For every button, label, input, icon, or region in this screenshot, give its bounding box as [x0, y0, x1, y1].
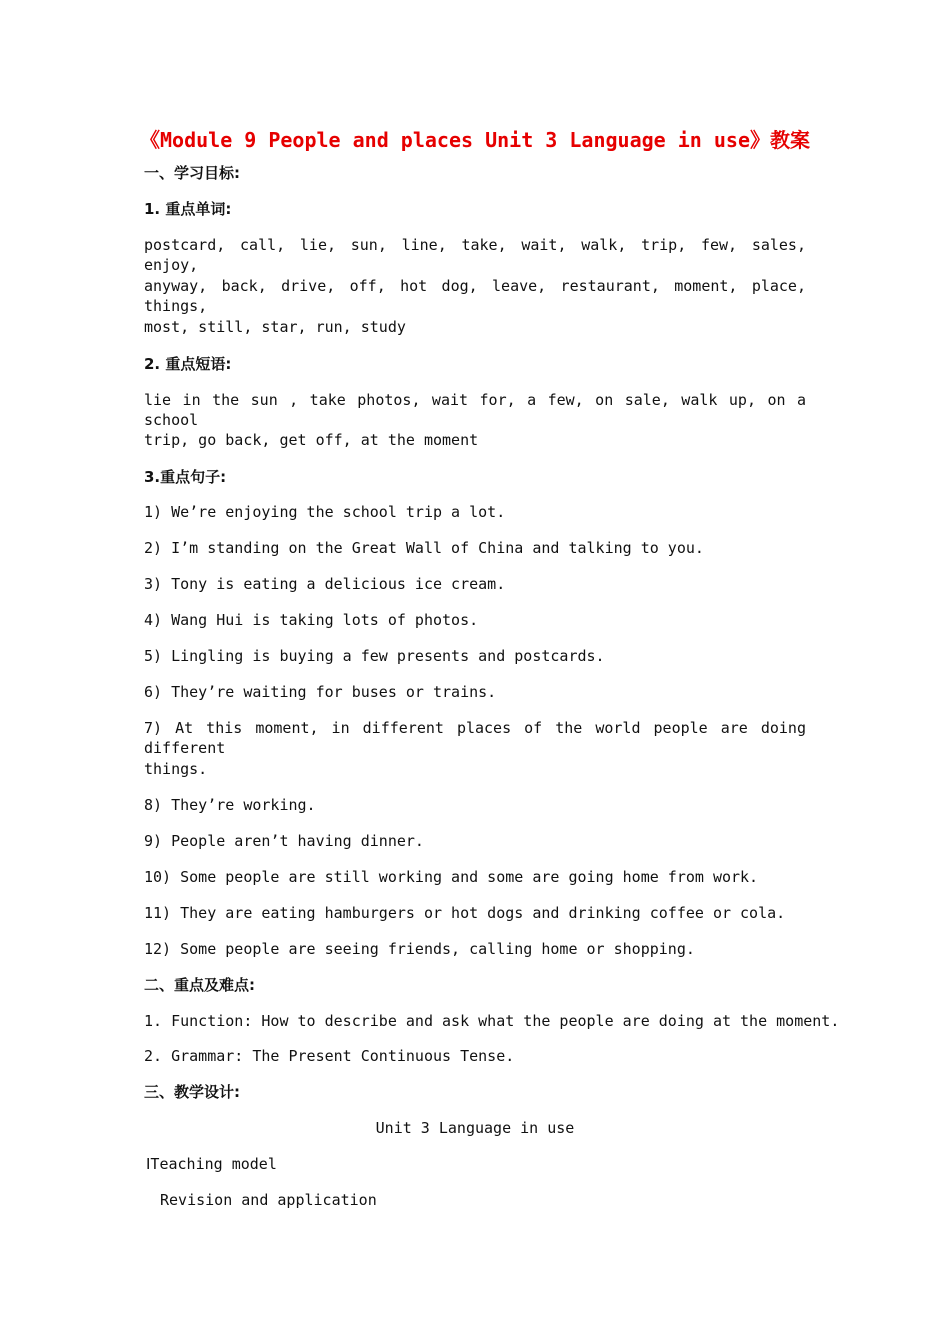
focus-function: 1. Function: How to describe and ask what the people are doing at the moment. [144, 1012, 840, 1030]
sentence-6: 6) They’re waiting for buses or trains. [144, 683, 497, 701]
sentence-1: 1) We’re enjoying the school trip a lot. [144, 503, 506, 521]
focus-grammar: 2. Grammar: The Present Continuous Tense. [144, 1047, 515, 1065]
sentence-5: 5) Lingling is buying a few presents and postcards. [144, 647, 605, 665]
sentence-7-line-2: things. [144, 760, 208, 778]
teaching-model-heading: ⅠTeaching model [146, 1155, 277, 1173]
sentence-4: 4) Wang Hui is taking lots of photos. [144, 611, 479, 629]
key-words-line-1: postcard, call, lie, sun, line, take, wait, walk, trip, few, sales, enjoy, [144, 236, 806, 274]
key-words-heading: 1. 重点单词: [144, 200, 232, 218]
section-3-heading: 三、教学设计: [144, 1083, 240, 1101]
key-sentences-heading: 3.重点句子: [144, 468, 227, 486]
key-phrases-line-2: trip, go back, get off, at the moment [144, 431, 479, 449]
sentence-8: 8) They’re working. [144, 796, 316, 814]
key-phrases-line-1: lie in the sun , take photos, wait for, a few, on sale, walk up, on a school [144, 391, 806, 429]
sentence-10: 10) Some people are still working and some are going home from work. [144, 868, 759, 886]
key-words-line-2: anyway, back, drive, off, hot dog, leave, restaurant, moment, place, things, [144, 277, 806, 315]
sentence-2: 2) I’m standing on the Great Wall of China and talking to you. [144, 539, 704, 557]
section-2-heading: 二、重点及难点: [144, 976, 255, 994]
document-title: 《Module 9 People and places Unit 3 Language in use》教案 [139, 128, 810, 152]
key-words-line-3: most, still, star, run, study [144, 318, 406, 336]
sentence-9: 9) People aren’t having dinner. [144, 832, 424, 850]
sentence-7-line-1: 7) At this moment, in different places of the world people are doing different [144, 719, 806, 757]
unit-title: Unit 3 Language in use [375, 1119, 575, 1137]
teaching-model-text: Revision and application [160, 1191, 377, 1209]
sentence-3: 3) Tony is eating a delicious ice cream. [144, 575, 506, 593]
sentence-11: 11) They are eating hamburgers or hot dogs and drinking coffee or cola. [144, 904, 786, 922]
section-1-heading: 一、学习目标: [144, 164, 240, 182]
key-phrases-heading: 2. 重点短语: [144, 355, 232, 373]
sentence-12: 12) Some people are seeing friends, calling home or shopping. [144, 940, 695, 958]
